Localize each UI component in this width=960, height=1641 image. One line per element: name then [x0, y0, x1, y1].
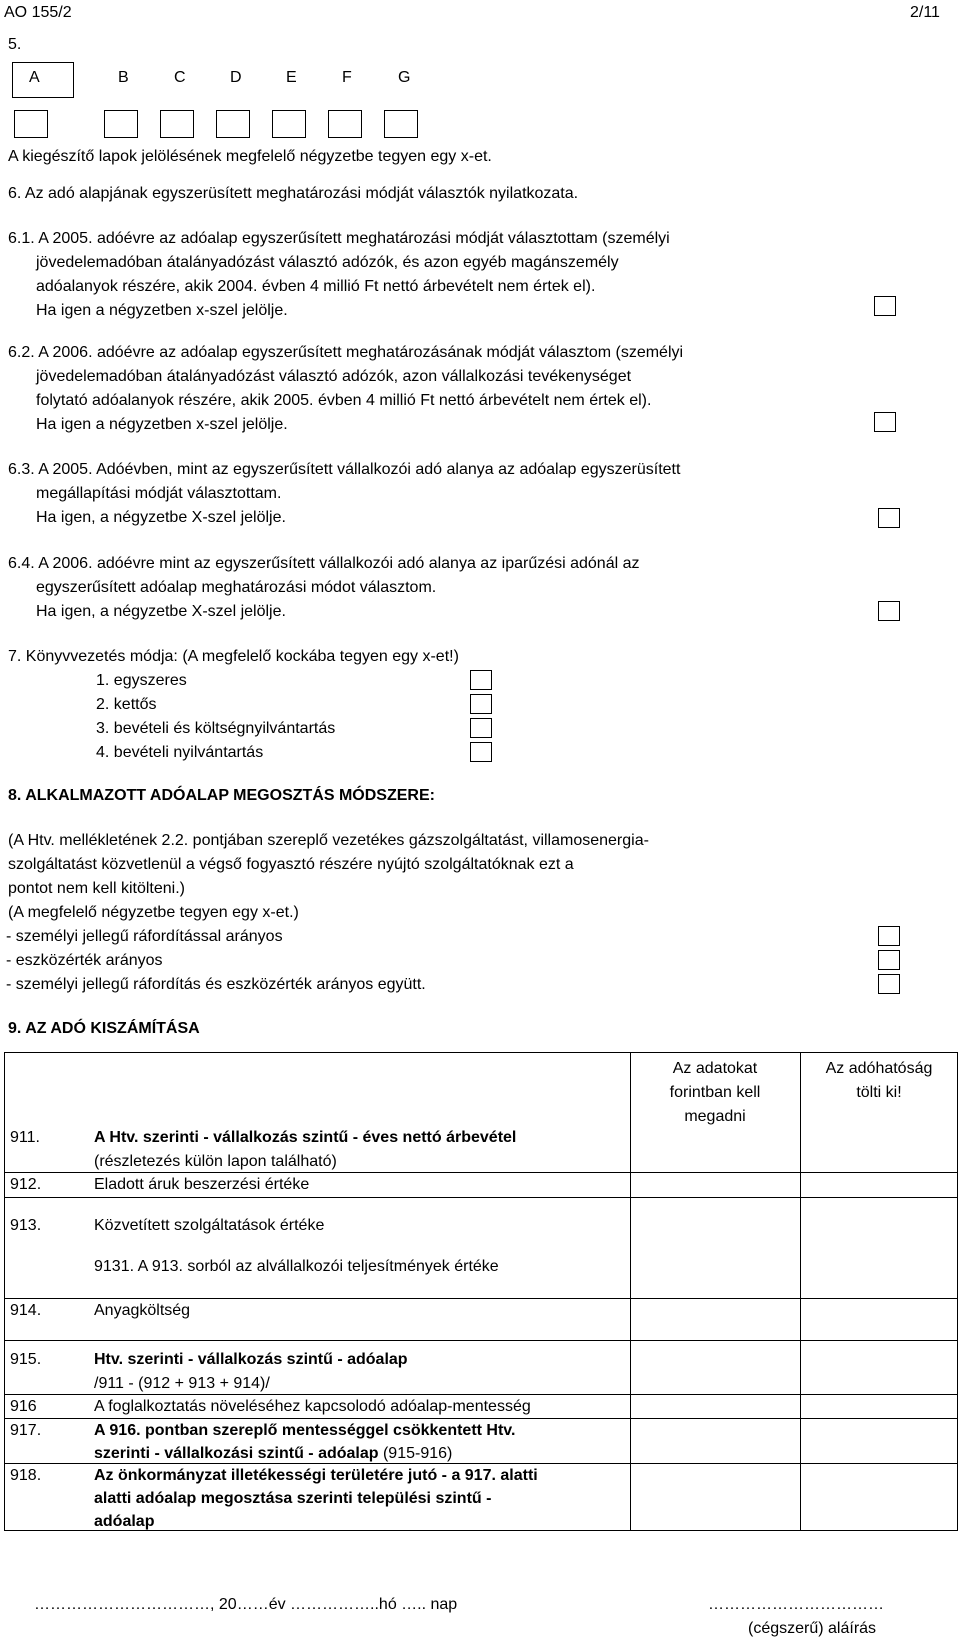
row-911-number: 911. — [10, 1129, 40, 1146]
checkbox-b[interactable] — [104, 110, 138, 138]
row-914-number: 914. — [10, 1302, 42, 1319]
row-918-label: Az önkormányzat illetékességi területére jutó - a 917. alatti — [94, 1467, 538, 1484]
row-912-number: 912. — [10, 1176, 42, 1193]
s61-checkbox[interactable] — [874, 296, 896, 316]
checkbox-d[interactable] — [216, 110, 250, 138]
s61-line-4: Ha igen a négyzetben x-szel jelölje. — [36, 302, 288, 319]
row-918-sublabel-2: adóalap — [94, 1513, 155, 1530]
checkbox-g[interactable] — [384, 110, 418, 138]
row-911-label: A Htv. szerinti - vállalkozás szintű - éves nettó árbevétel — [94, 1129, 517, 1146]
row-918-sublabel-1: alatti adóalap megosztása szerinti települési szintű - — [94, 1490, 492, 1507]
section-8-note-3: pontot nem kell kitölteni.) — [8, 880, 185, 897]
s62-line-1: 6.2. A 2006. adóévre az adóalap egyszerűsített meghatározásának módját választom (személyi — [8, 344, 684, 361]
apportion-option-2: - eszközérték arányos — [6, 952, 163, 969]
row-913-number: 913. — [10, 1217, 42, 1234]
checkbox-a[interactable] — [14, 110, 48, 138]
checkbox-f[interactable] — [328, 110, 362, 138]
bookkeeping-option-4: 4. bevételi nyilvántartás — [96, 744, 264, 761]
row-911-sublabel: (részletezés külön lapon található) — [94, 1153, 337, 1170]
apportion-checkbox-1[interactable] — [878, 926, 900, 946]
s64-checkbox[interactable] — [878, 601, 900, 621]
s63-checkbox[interactable] — [878, 508, 900, 528]
row-916-label: A foglalkoztatás növeléséhez kapcsolodó adóalap-mentesség — [94, 1398, 531, 1415]
apportion-checkbox-2[interactable] — [878, 950, 900, 970]
apportion-checkbox-3[interactable] — [878, 974, 900, 994]
col-header-amount-3: megadni — [684, 1108, 746, 1125]
bookkeeping-checkbox-4[interactable] — [470, 742, 492, 762]
row-917-sublabel — [94, 1443, 452, 1465]
row-918-number: 918. — [10, 1467, 42, 1484]
row-915-sublabel: /911 - (912 + 913 + 914)/ — [94, 1375, 270, 1392]
apportion-option-3: - személyi jellegű ráfordítás és eszközérték arányos együtt. — [6, 976, 426, 993]
checkbox-c[interactable] — [160, 110, 194, 138]
s61-line-1: 6.1. A 2005. adóévre az adóalap egyszerűsített meghatározási módját választottam (személyi — [8, 230, 670, 247]
row-913-label: Közvetített szolgáltatások értéke — [94, 1217, 325, 1234]
date-line: ……………………………, 20……év ……………..hó ….. nap — [34, 1596, 458, 1613]
s63-line-2: megállapítási módját választottam. — [36, 485, 282, 502]
s61-line-3: adóalanyok részére, akik 2004. évben 4 millió Ft nettó árbevételt nem értek el). — [36, 278, 596, 295]
row-912-label: Eladott áruk beszerzési értéke — [94, 1176, 310, 1193]
row-9131-label: 9131. A 913. sorból az alvállalkozói teljesítmények értéke — [94, 1258, 499, 1275]
bookkeeping-option-1: 1. egyszeres — [96, 672, 187, 689]
row-sep-913 — [4, 1197, 958, 1198]
bookkeeping-checkbox-1[interactable] — [470, 670, 492, 690]
section-5-instruction: A kiegészítő lapok jelölésének megfelelő négyzetbe tegyen egy x-et. — [8, 148, 492, 165]
s63-line-3: Ha igen, a négyzetbe X-szel jelölje. — [36, 509, 286, 526]
apportion-option-1: - személyi jellegű ráfordítással arányos — [6, 928, 283, 945]
s62-line-3: folytató adóalanyok részére, akik 2005. évben 4 millió Ft nettó árbevételt nem értek el). — [36, 392, 652, 409]
row-sep-914 — [4, 1298, 958, 1299]
col-header-amount-2: forintban kell — [669, 1084, 761, 1101]
table-left-border — [4, 1052, 5, 1530]
letter-a: A — [29, 69, 40, 86]
checkbox-e[interactable] — [272, 110, 306, 138]
section-7-title: 7. Könyvvezetés módja: (A megfelelő kockába tegyen egy x-et!) — [8, 648, 459, 665]
letter-b: B — [118, 69, 129, 86]
row-916-number: 916 — [10, 1398, 37, 1415]
section-8-note-1: (A Htv. mellékletének 2.2. pontjában szereplő vezetékes gázszolgáltatást, villamosenergia- — [8, 832, 649, 849]
row-917-sublabel-formula: (915-916) — [378, 1445, 453, 1462]
letter-f: F — [342, 69, 352, 86]
row-917-label: A 916. pontban szereplő mentességgel csökkentett Htv. — [94, 1422, 516, 1439]
bookkeeping-option-3: 3. bevételi és költségnyilvántartás — [96, 720, 336, 737]
table-divider-2 — [800, 1052, 801, 1530]
signature-label: (cégszerű) aláírás — [748, 1620, 877, 1637]
letter-g: G — [398, 69, 411, 86]
page-number: 2/11 — [910, 4, 940, 21]
table-right-border — [957, 1052, 958, 1530]
col-header-authority-2: tölti ki! — [856, 1084, 902, 1101]
s61-line-2: jövedelemadóban átalányadózást választó adózók, és azon egyéb magánszemély — [36, 254, 619, 271]
row-917-sublabel-bold: szerinti - vállalkozási szintű - adóalap — [94, 1445, 379, 1462]
letter-d: D — [230, 69, 242, 86]
section-6-title: 6. Az adó alapjának egyszerüsített meghatározási módját választók nyilatkozata. — [8, 185, 579, 202]
row-914-label: Anyagköltség — [94, 1302, 191, 1319]
s64-line-1: 6.4. A 2006. adóévre mint az egyszerűsített vállalkozói adó alanya az iparűzési adónál az — [8, 555, 640, 572]
row-915-label: Htv. szerinti - vállalkozás szintű - adóalap — [94, 1351, 408, 1368]
s64-line-3: Ha igen, a négyzetbe X-szel jelölje. — [36, 603, 286, 620]
letter-box-a — [12, 62, 74, 98]
section-8-note-2: szolgáltatást közvetlenül a végső fogyasztó részére nyújtó szolgáltatóknak ezt a — [8, 856, 574, 873]
col-header-authority-1: Az adóhatóság — [825, 1060, 933, 1077]
row-917-number: 917. — [10, 1422, 42, 1439]
s62-line-4: Ha igen a négyzetben x-szel jelölje. — [36, 416, 288, 433]
row-sep-917 — [4, 1418, 958, 1419]
bookkeeping-checkbox-2[interactable] — [470, 694, 492, 714]
col-header-amount-1: Az adatokat — [672, 1060, 758, 1077]
s64-line-2: egyszerűsített adóalap meghatározási módot választom. — [36, 579, 437, 596]
signature-dots: …………………………… — [708, 1596, 884, 1613]
letter-c: C — [174, 69, 186, 86]
row-915-number: 915. — [10, 1351, 42, 1368]
s62-line-2: jövedelemadóban átalányadózást választó adózók, azon vállalkozási tevékenységet — [36, 368, 632, 385]
section-5-number: 5. — [8, 36, 22, 53]
section-8-title: 8. ALKALMAZOTT ADÓALAP MEGOSZTÁS MÓDSZERE: — [8, 787, 435, 804]
row-sep-915 — [4, 1340, 958, 1341]
section-8-note-4: (A megfelelő négyzetbe tegyen egy x-et.) — [8, 904, 299, 921]
section-9-title: 9. AZ ADÓ KISZÁMÍTÁSA — [8, 1020, 200, 1037]
document-code: AO 155/2 — [4, 4, 72, 21]
bookkeeping-option-2: 2. kettős — [96, 696, 157, 713]
table-top-border — [4, 1052, 958, 1053]
s63-line-1: 6.3. A 2005. Adóévben, mint az egyszerűsített vállalkozói adó alanya az adóalap egyszerüsített — [8, 461, 681, 478]
letter-e: E — [286, 69, 297, 86]
bookkeeping-checkbox-3[interactable] — [470, 718, 492, 738]
s62-checkbox[interactable] — [874, 412, 896, 432]
table-divider-1 — [630, 1052, 631, 1530]
